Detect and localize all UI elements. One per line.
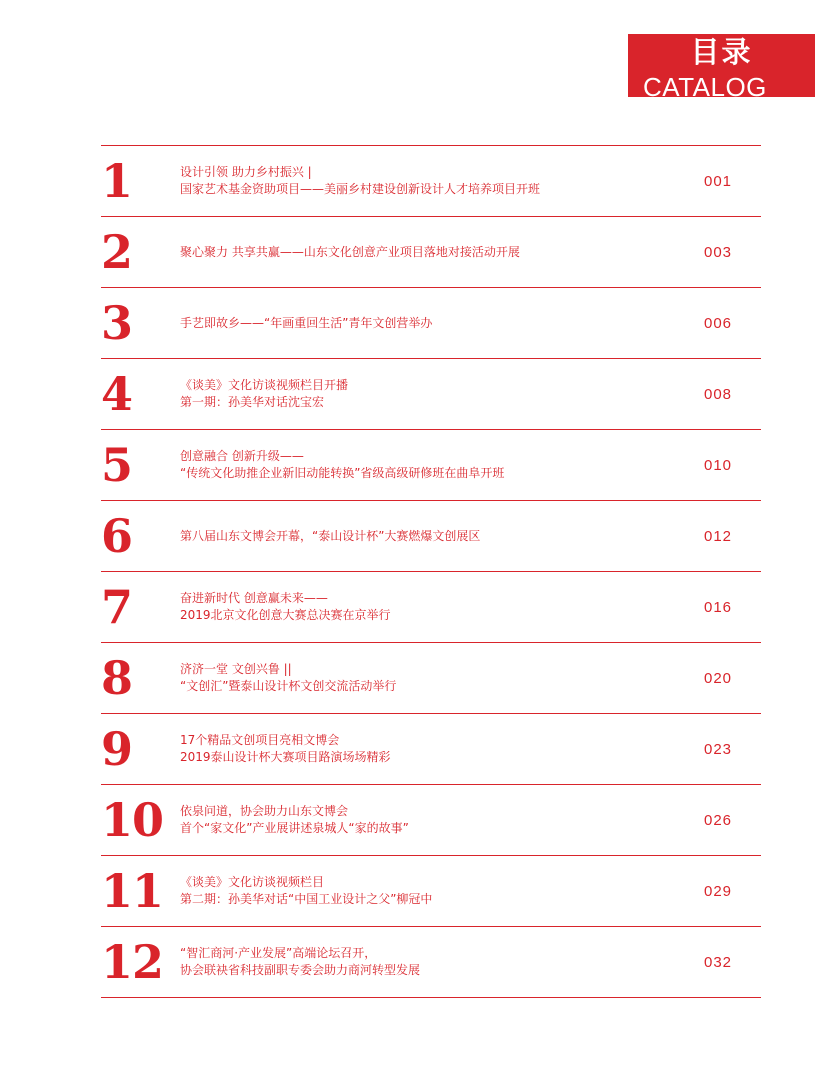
table-of-contents — [101, 145, 761, 998]
entry-number: 11 — [101, 864, 164, 918]
entry-title-line: 聚心聚力 共享共赢——山东文化创意产业项目落地对接活动开展 — [180, 244, 520, 259]
header-subtitle: CATALOG — [643, 72, 767, 97]
entry-title — [180, 430, 700, 500]
toc-entry[interactable] — [101, 359, 761, 430]
entry-title-line: 2019泰山设计杯大赛项目路演场场精彩 — [180, 750, 391, 764]
toc-entry[interactable] — [101, 572, 761, 643]
entry-title — [180, 146, 700, 216]
entry-title — [180, 288, 700, 358]
toc-entry[interactable] — [101, 288, 761, 359]
entry-title — [180, 217, 700, 287]
entry-title — [180, 856, 700, 926]
entry-title-line: 依泉问道，协会助力山东文博会 — [180, 804, 349, 818]
entry-title — [180, 572, 700, 642]
entry-page-number: 003 — [704, 243, 733, 261]
entry-page-number: 032 — [704, 953, 733, 971]
entry-title — [180, 359, 700, 429]
toc-entry[interactable] — [101, 714, 761, 785]
entry-title — [180, 714, 700, 784]
entry-title-line: 第二期：孙美华对话“中国工业设计之父”柳冠中 — [180, 892, 433, 906]
entry-title-line: “智汇商河·产业发展”高端论坛召开， — [180, 946, 377, 960]
entry-number: 5 — [101, 438, 133, 492]
entry-page-number: 016 — [704, 598, 733, 616]
entry-number: 4 — [101, 367, 133, 421]
entry-title-line: “文创汇”暨泰山设计杯文创交流活动举行 — [180, 679, 397, 693]
toc-entry[interactable] — [101, 217, 761, 288]
toc-entry[interactable] — [101, 785, 761, 856]
entry-title-line: 首个“家文化”产业展讲述泉城人“家的故事” — [180, 821, 409, 835]
entry-number: 2 — [101, 225, 133, 279]
entry-page-number: 006 — [704, 314, 733, 332]
entry-title-line: 第一期：孙美华对话沈宝宏 — [180, 395, 325, 409]
entry-title-line: 手艺即故乡——“年画重回生活”青年文创营举办 — [180, 315, 433, 330]
entry-number: 3 — [101, 296, 133, 350]
entry-title-line: 设计引领 助力乡村振兴 | — [180, 165, 312, 179]
entry-title-line: 创意融合 创新升级—— — [180, 449, 304, 463]
entry-number: 9 — [101, 722, 133, 776]
entry-title-line: 奋进新时代 创意赢未来—— — [180, 591, 328, 605]
entry-page-number: 020 — [704, 669, 733, 687]
entry-title-line: “传统文化助推企业新旧动能转换”省级高级研修班在曲阜开班 — [180, 466, 505, 480]
toc-entry[interactable] — [101, 146, 761, 217]
entry-title-line: 17个精品文创项目亮相文博会 — [180, 733, 340, 747]
toc-entry[interactable] — [101, 501, 761, 572]
toc-entry[interactable] — [101, 856, 761, 927]
entry-number: 12 — [101, 935, 164, 989]
header-title: 目录 — [690, 35, 753, 69]
catalog-header — [628, 34, 815, 97]
entry-page-number: 001 — [704, 172, 733, 190]
entry-number: 10 — [101, 793, 164, 847]
entry-number: 1 — [101, 154, 133, 208]
entry-number: 7 — [101, 580, 133, 634]
entry-page-number: 010 — [704, 456, 733, 474]
toc-entry[interactable] — [101, 430, 761, 501]
entry-page-number: 026 — [704, 811, 733, 829]
entry-title-line: 济济一堂 文创兴鲁 || — [180, 662, 292, 676]
entry-title — [180, 785, 700, 855]
entry-title — [180, 501, 700, 571]
entry-number: 8 — [101, 651, 133, 705]
entry-title-line: 第八届山东文博会开幕，“泰山设计杯”大赛燃爆文创展区 — [180, 528, 481, 543]
entry-number: 6 — [101, 509, 133, 563]
entry-title-line: 2019北京文化创意大赛总决赛在京举行 — [180, 608, 391, 622]
entry-title — [180, 643, 700, 713]
entry-title-line: 协会联袂省科技副职专委会助力商河转型发展 — [180, 963, 421, 977]
entry-title-line: 《谈美》文化访谈视频栏目开播 — [180, 378, 349, 392]
entry-title-line: 国家艺术基金资助项目——美丽乡村建设创新设计人才培养项目开班 — [180, 182, 541, 196]
entry-page-number: 029 — [704, 882, 733, 900]
entry-page-number: 012 — [704, 527, 733, 545]
entry-title — [180, 927, 700, 997]
entry-title-line: 《谈美》文化访谈视频栏目 — [180, 875, 325, 889]
entry-page-number: 008 — [704, 385, 733, 403]
toc-entry[interactable] — [101, 643, 761, 714]
entry-page-number: 023 — [704, 740, 733, 758]
toc-entry[interactable] — [101, 927, 761, 998]
